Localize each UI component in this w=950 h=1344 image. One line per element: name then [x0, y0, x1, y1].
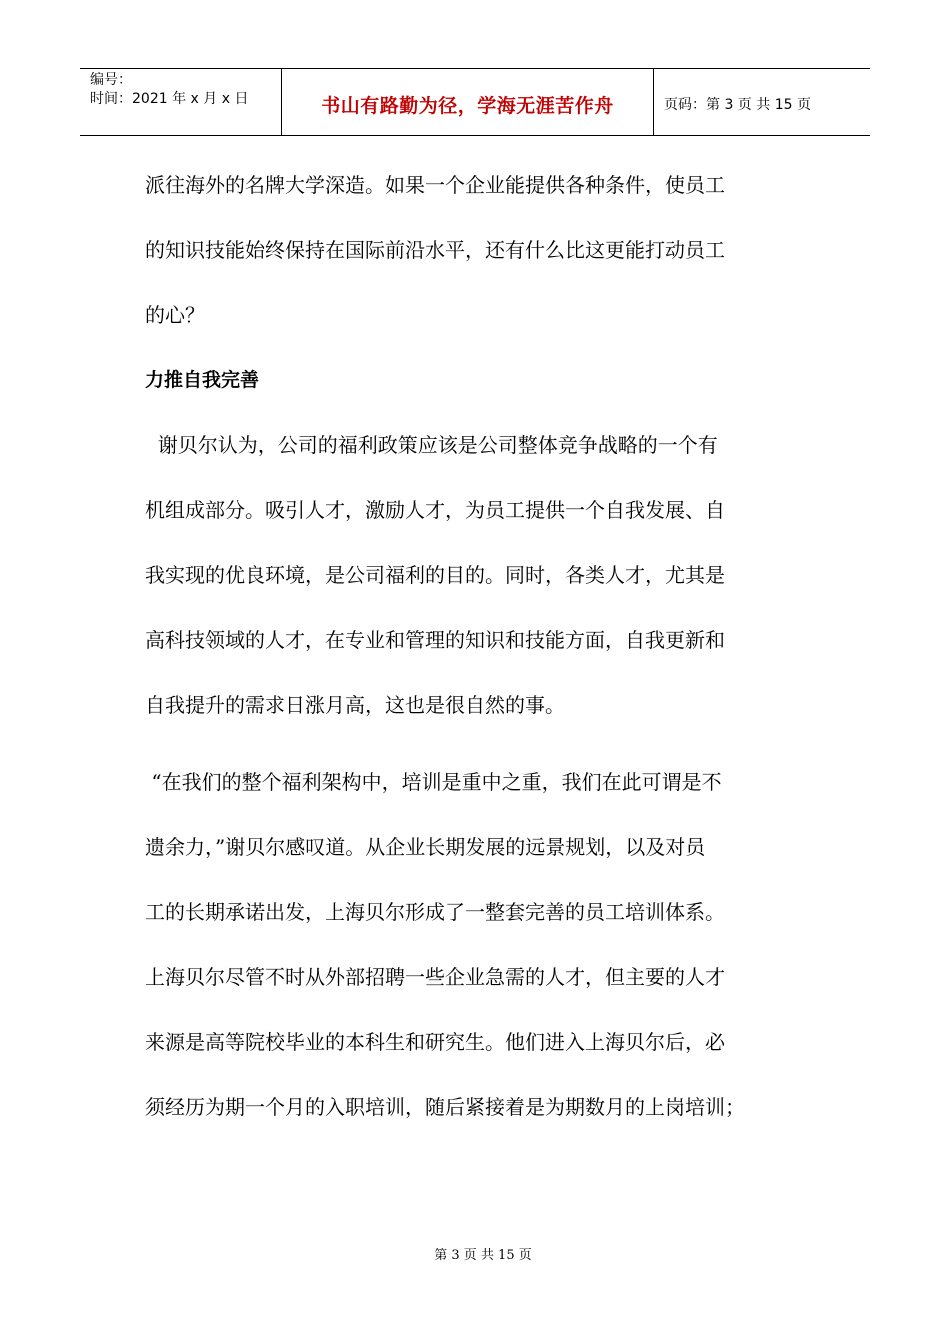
- document-number: 编号：: [90, 72, 132, 88]
- document-time: 时间：2021 年 x 月 x 日: [90, 91, 249, 107]
- body-line: “在我们的整个福利架构中，培训是重中之重，我们在此可谓是不: [145, 770, 722, 794]
- header-page-info: 页码：第 3 页 共 15 页: [664, 97, 811, 113]
- body-line: 遗余力，”谢贝尔感叹道。从企业长期发展的远景规划，以及对员: [145, 835, 706, 859]
- page-header: [80, 68, 870, 136]
- body-line: 上海贝尔尽管不时从外部招聘一些企业急需的人才，但主要的人才: [145, 965, 725, 989]
- body-line: 谢贝尔认为，公司的福利政策应该是公司整体竞争战略的一个有: [145, 433, 718, 457]
- body-line: 机组成部分。吸引人才，激励人才，为员工提供一个自我发展、自: [145, 498, 725, 522]
- body-line: 自我提升的需求日涨月高，这也是很自然的事。: [145, 693, 565, 717]
- paragraph-gap: [145, 738, 805, 750]
- body-line: 须经历为期一个月的入职培训，随后紧接着是为期数月的上岗培训；: [145, 1095, 745, 1119]
- body-line: 高科技领域的人才，在专业和管理的知识和技能方面，自我更新和: [145, 628, 725, 652]
- section-heading: 力推自我完善: [145, 369, 260, 391]
- body-line: 的心？: [145, 303, 205, 327]
- header-meta: [80, 69, 282, 135]
- body-line: 的知识技能始终保持在国际前沿水平，还有什么比这更能打动员工: [145, 238, 725, 262]
- body-line: 工的长期承诺出发，上海贝尔形成了一整套完善的员工培训体系。: [145, 900, 725, 924]
- body-line: 我实现的优良环境，是公司福利的目的。同时，各类人才，尤其是: [145, 563, 725, 587]
- page-footer: 第 3 页 共 15 页: [434, 1248, 532, 1263]
- header-motto: 书山有路勤为径，学海无涯苦作舟: [282, 69, 654, 135]
- body-line: 来源是高等院校毕业的本科生和研究生。他们进入上海贝尔后，必: [145, 1030, 725, 1054]
- document-body: [145, 153, 805, 1140]
- body-line: 派往海外的名牌大学深造。如果一个企业能提供各种条件，使员工: [145, 173, 725, 197]
